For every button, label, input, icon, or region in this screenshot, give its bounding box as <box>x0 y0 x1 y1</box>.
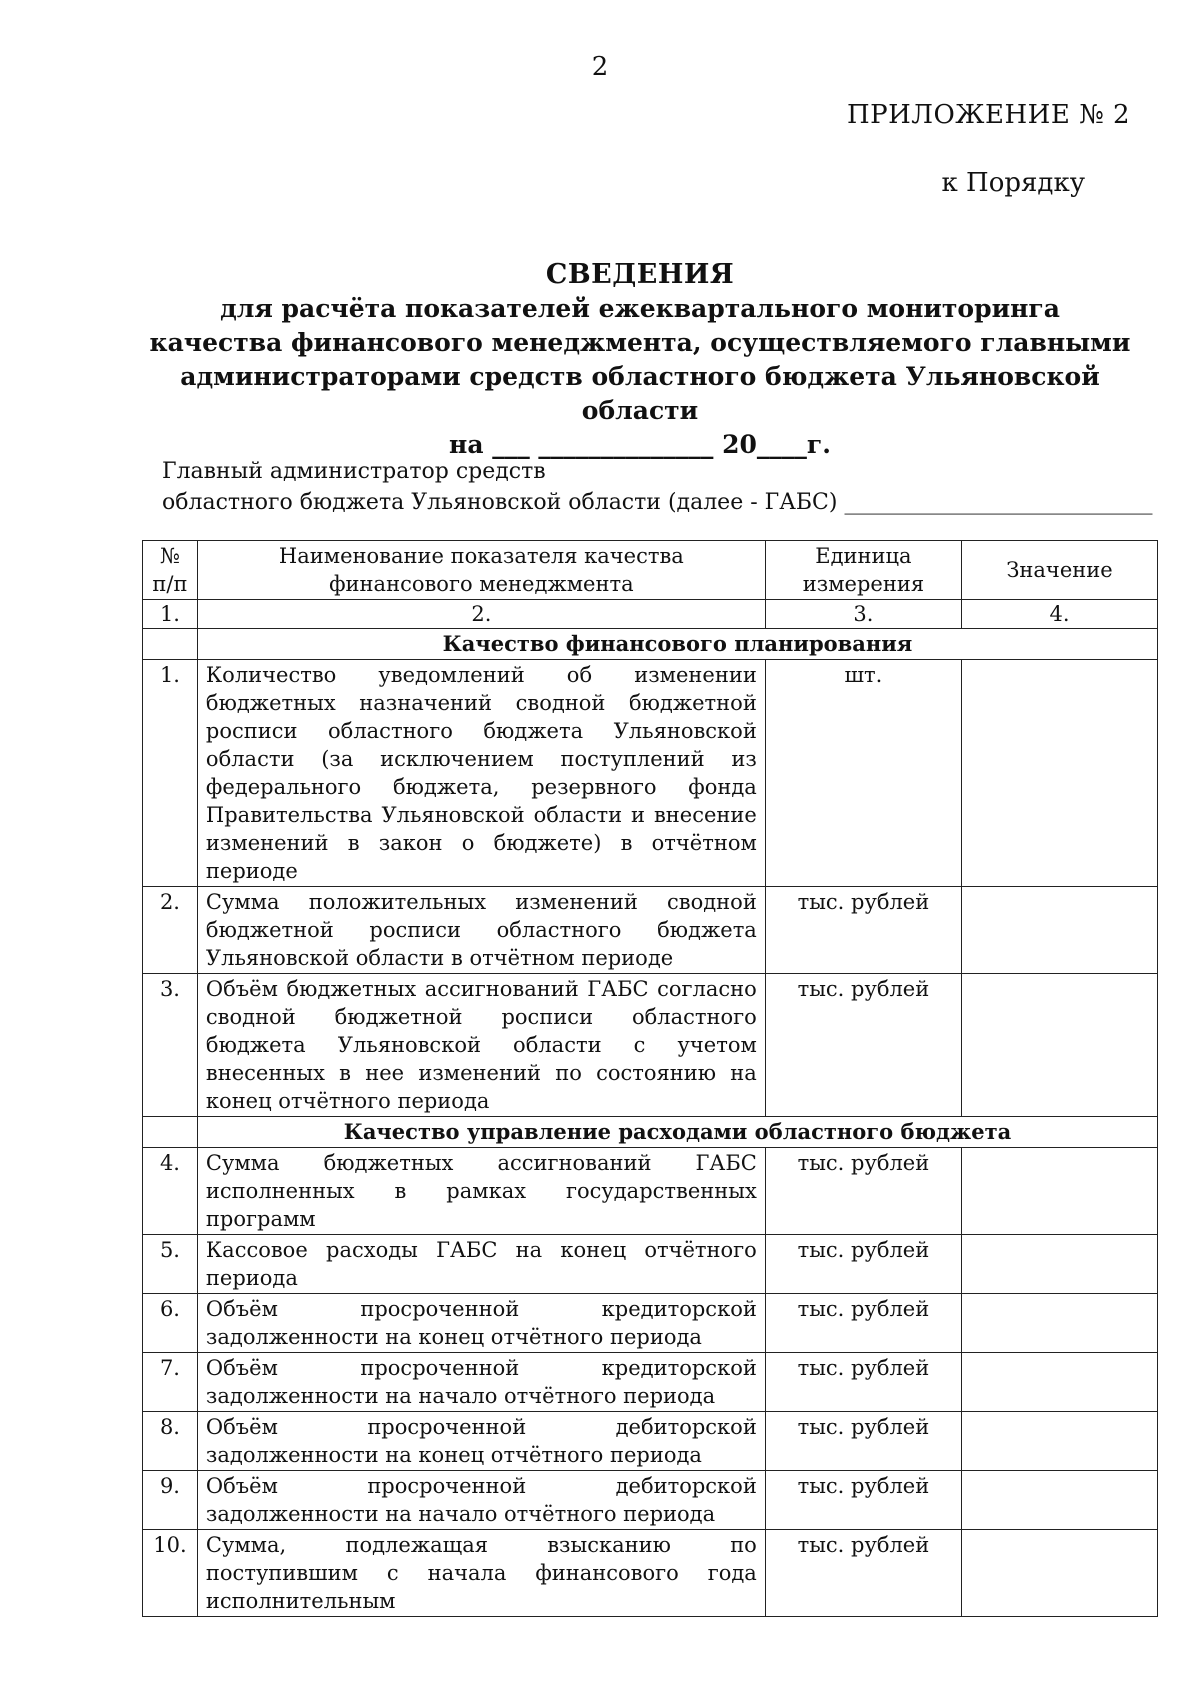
row-value[interactable] <box>962 1294 1158 1353</box>
row-unit: тыс. рублей <box>765 1471 961 1530</box>
table-row <box>143 1235 1158 1294</box>
document-title <box>120 258 1160 462</box>
header-unit: Единица измерения <box>765 541 961 600</box>
row-num: 3. <box>143 974 198 1117</box>
row-num: 9. <box>143 1471 198 1530</box>
row-num: 2. <box>143 887 198 974</box>
table-header-row <box>143 541 1158 600</box>
table-row <box>143 1471 1158 1530</box>
row-num: 5. <box>143 1235 198 1294</box>
section-title: Качество финансового планирования <box>197 629 1157 660</box>
index-cell: 2. <box>197 600 765 629</box>
gabs-block <box>162 456 1152 518</box>
row-unit: тыс. рублей <box>765 887 961 974</box>
table-row <box>143 887 1158 974</box>
row-name: Объём просроченной кредиторской задолженности на конец отчётного периода <box>197 1294 765 1353</box>
page-number: 2 <box>591 52 609 82</box>
row-unit: тыс. рублей <box>765 1412 961 1471</box>
title-date-line: на ___ ______________ 20____г. <box>449 430 831 459</box>
gabs-line-1: Главный администратор средств <box>162 459 546 484</box>
row-name: Объём просроченной кредиторской задолженности на начало отчётного периода <box>197 1353 765 1412</box>
row-value[interactable] <box>962 1412 1158 1471</box>
row-unit: тыс. рублей <box>765 1235 961 1294</box>
row-unit: тыс. рублей <box>765 974 961 1117</box>
row-num: 4. <box>143 1148 198 1235</box>
row-value[interactable] <box>962 1471 1158 1530</box>
row-unit: шт. <box>765 660 961 887</box>
row-name: Объём просроченной дебиторской задолженности на конец отчётного периода <box>197 1412 765 1471</box>
row-value[interactable] <box>962 887 1158 974</box>
title-line-1: для расчёта показателей ежеквартального мониторинга <box>220 294 1060 323</box>
row-unit: тыс. рублей <box>765 1148 961 1235</box>
section-title: Качество управление расходами областного бюджета <box>197 1117 1157 1148</box>
row-value[interactable] <box>962 1235 1158 1294</box>
row-name: Сумма, подлежащая взысканию по поступившим с начала финансового года исполнительным <box>197 1530 765 1617</box>
row-value[interactable] <box>962 1353 1158 1412</box>
row-name: Количество уведомлений об изменении бюджетных назначений сводной бюджетной росписи областного бюджета Ульяновской области (за исключением поступлений из федерального бюджета, резервного фонда Правительства Ульяновской области и внесение изменений в закон о бюджете) в отчётном периоде <box>197 660 765 887</box>
table-row <box>143 1530 1158 1617</box>
row-value[interactable] <box>962 1530 1158 1617</box>
header-name: Наименование показателя качества финансового менеджмента <box>197 541 765 600</box>
annex-title: ПРИЛОЖЕНИЕ № 2 <box>846 100 1130 130</box>
gabs-line-2: областного бюджета Ульяновской области (далее - ГАБС) ____________________________ <box>162 490 1153 515</box>
table-row <box>143 1353 1158 1412</box>
row-unit: тыс. рублей <box>765 1530 961 1617</box>
table-row <box>143 1412 1158 1471</box>
section-spacer <box>143 629 198 660</box>
header-value: Значение <box>962 541 1158 600</box>
row-name: Сумма бюджетных ассигнований ГАБС исполненных в рамках государственных программ <box>197 1148 765 1235</box>
index-cell: 1. <box>143 600 198 629</box>
table-row <box>143 974 1158 1117</box>
section-row <box>143 629 1158 660</box>
row-name: Объём бюджетных ассигнований ГАБС согласно сводной бюджетной росписи областного бюджета Ульяновской области с учетом внесенных в нее изменений по состоянию на конец отчётного периода <box>197 974 765 1117</box>
title-line-2: качества финансового менеджмента, осуществляемого главными <box>149 328 1131 357</box>
row-value[interactable] <box>962 1148 1158 1235</box>
indicators-table <box>142 540 1158 1617</box>
annex-subtitle: к Порядку <box>941 168 1085 198</box>
table-row <box>143 1148 1158 1235</box>
title-main: СВЕДЕНИЯ <box>545 259 735 290</box>
section-spacer <box>143 1117 198 1148</box>
row-value[interactable] <box>962 660 1158 887</box>
header-num: № п/п <box>143 541 198 600</box>
table-index-row <box>143 600 1158 629</box>
row-num: 6. <box>143 1294 198 1353</box>
row-value[interactable] <box>962 974 1158 1117</box>
row-name: Кассовое расходы ГАБС на конец отчётного периода <box>197 1235 765 1294</box>
index-cell: 4. <box>962 600 1158 629</box>
row-num: 7. <box>143 1353 198 1412</box>
table-row <box>143 1294 1158 1353</box>
title-line-3: администраторами средств областного бюджета Ульяновской области <box>180 362 1100 425</box>
index-cell: 3. <box>765 600 961 629</box>
row-unit: тыс. рублей <box>765 1353 961 1412</box>
row-unit: тыс. рублей <box>765 1294 961 1353</box>
row-num: 1. <box>143 660 198 887</box>
row-name: Сумма положительных изменений сводной бюджетной росписи областного бюджета Ульяновской области в отчётном периоде <box>197 887 765 974</box>
row-num: 8. <box>143 1412 198 1471</box>
section-row <box>143 1117 1158 1148</box>
table-row <box>143 660 1158 887</box>
row-name: Объём просроченной дебиторской задолженности на начало отчётного периода <box>197 1471 765 1530</box>
row-num: 10. <box>143 1530 198 1617</box>
